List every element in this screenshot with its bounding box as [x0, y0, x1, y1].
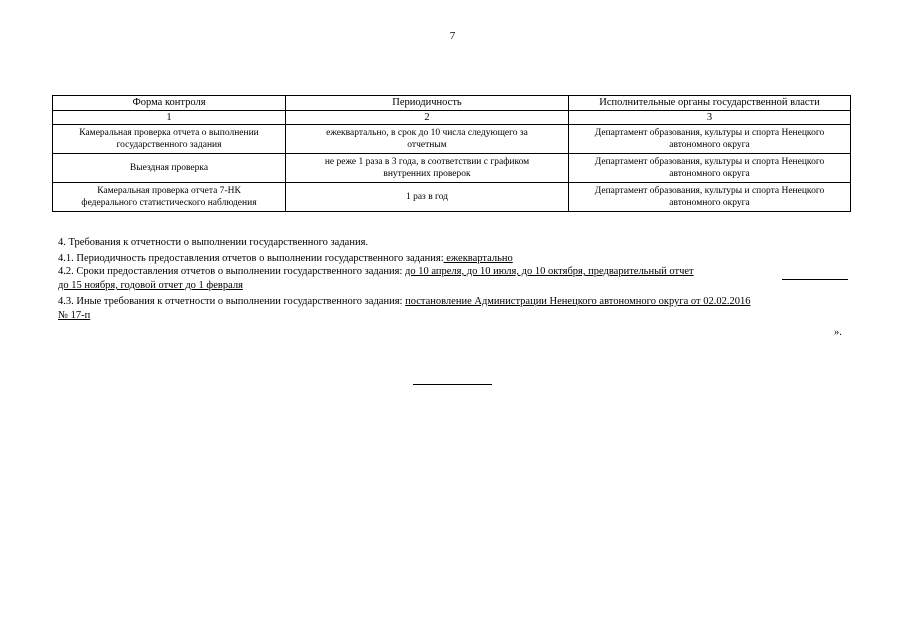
other-requirements-value-cont: № 17-п	[58, 310, 91, 321]
header-control-form: Форма контроля	[53, 96, 286, 111]
cell-line: автономного округа	[669, 140, 750, 150]
page-number: 7	[449, 30, 456, 42]
section-4-heading: 4. Требования к отчетности о выполнении государственного задания.	[58, 237, 369, 248]
column-number-row	[53, 111, 851, 125]
cell-line: Департамент образования, культуры и спорта Ненецкого	[594, 186, 825, 196]
header-authorities: Исполнительные органы государственной власти	[569, 96, 851, 111]
cell-periodicity	[286, 183, 569, 212]
paragraph-4-2	[58, 266, 694, 277]
cell-control-form	[53, 154, 286, 183]
cell-line: внутренних проверок	[383, 169, 471, 179]
closing-quote: ».	[834, 327, 842, 338]
other-requirements-value: постановление Администрации Ненецкого автономного округа от 02.02.2016	[405, 296, 751, 307]
cell-periodicity	[286, 125, 569, 154]
table-header-row	[53, 96, 851, 111]
table-row	[53, 183, 851, 212]
reporting-frequency-value: ежеквартально	[443, 253, 513, 264]
cell-line: Камеральная проверка отчета о выполнении	[79, 128, 259, 138]
cell-line: 1 раз в год	[405, 192, 449, 202]
cell-line: отчетным	[407, 140, 447, 150]
cell-line: Департамент образования, культуры и спорта Ненецкого	[594, 128, 825, 138]
underline-fill	[782, 279, 848, 280]
separator-line	[413, 384, 492, 385]
cell-line: государственного задания	[116, 140, 222, 150]
paragraph-label: 4.2. Сроки предоставления отчетов о выполнении государственного задания:	[58, 266, 406, 277]
cell-control-form	[53, 183, 286, 212]
cell-line: федерального статистического наблюдения	[81, 198, 257, 208]
column-number: 1	[53, 111, 286, 125]
reporting-deadlines-value-cont: до 15 ноября, годовой отчет до 1 февраля	[58, 280, 243, 291]
paragraph-4-3	[58, 296, 750, 307]
cell-authority	[569, 183, 851, 212]
cell-control-form	[53, 125, 286, 154]
control-table	[52, 95, 851, 212]
cell-periodicity	[286, 154, 569, 183]
cell-line: ежеквартально, в срок до 10 числа следующего за	[326, 128, 528, 138]
cell-line: автономного округа	[669, 198, 750, 208]
paragraph-label: 4.3. Иные требования к отчетности о выполнении государственного задания:	[58, 296, 406, 307]
paragraph-4-1	[58, 253, 513, 264]
table-row	[53, 154, 851, 183]
header-periodicity: Периодичность	[286, 96, 569, 111]
column-number: 2	[286, 111, 569, 125]
paragraph-label: 4.1. Периодичность предоставления отчетов о выполнении государственного задания:	[58, 253, 444, 264]
cell-line: не реже 1 раза в 3 года, в соответствии с графиком	[324, 157, 530, 167]
reporting-deadlines-value: до 10 апреля, до 10 июля, до 10 октября, предварительный отчет	[405, 266, 694, 277]
cell-authority	[569, 125, 851, 154]
cell-line: автономного округа	[669, 169, 750, 179]
table-row	[53, 125, 851, 154]
cell-line: Камеральная проверка отчета 7-НК	[97, 186, 241, 196]
cell-line: Департамент образования, культуры и спорта Ненецкого	[594, 157, 825, 167]
cell-line: Выездная проверка	[129, 163, 209, 173]
cell-authority	[569, 154, 851, 183]
column-number: 3	[569, 111, 851, 125]
